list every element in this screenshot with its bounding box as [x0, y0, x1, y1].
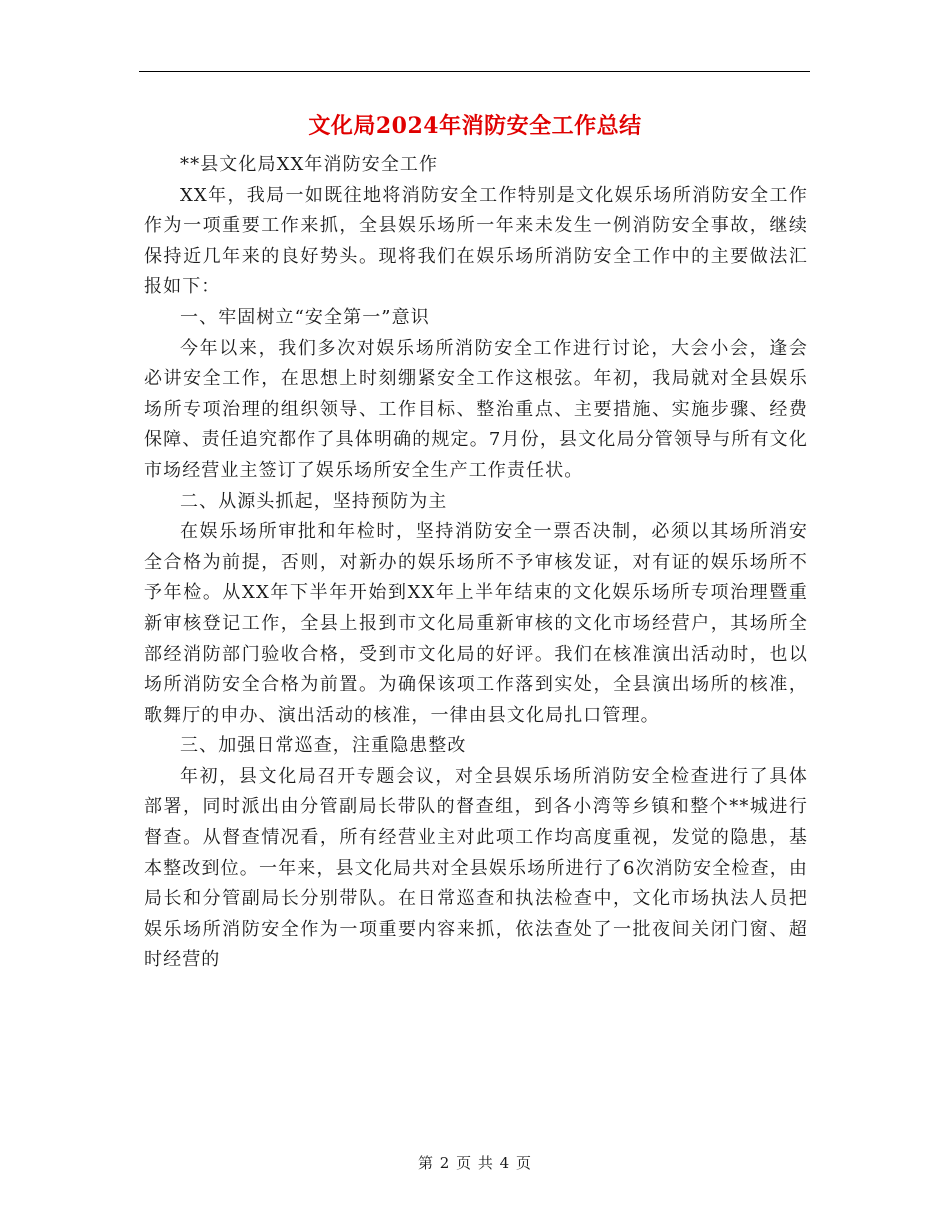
page-number-footer: 第 2 页 共 4 页: [418, 1154, 532, 1172]
document-body: [144, 150, 808, 976]
document-title: 文化局2024年消防安全工作总结: [308, 113, 642, 139]
section-paragraph-1: 今年以来，我们多次对娱乐场所消防安全工作进行讨论，大会小会，逢会必讲安全工作，在思想上时刻绷紧安全工作这根弦。年初，我局就对全县娱乐场所专项治理的组织领导、工作目标、整治重点、主要措施、实施步骤、经费保障、责任追究都作了具体明确的规定。7月份，县文化局分管领导与所有文化市场经营业主签订了娱乐场所安全生产工作责任状。: [144, 337, 808, 481]
section-heading-2: 二、从源头抓起，坚持预防为主: [180, 490, 448, 512]
section-paragraph-2: 在娱乐场所审批和年检时，坚持消防安全一票否决制，必须以其场所消安全合格为前提，否则，对新办的娱乐场所不予审核发证，对有证的娱乐场所不予年检。从XX年下半年开始到XX年上半年结束的文化娱乐场所专项治理暨重新审核登记工作，全县上报到市文化局重新审核的文化市场经营户，其场所全部经消防部门验收合格，受到市文化局的好评。我们在核准演出活动时，也以场所消防安全合格为前置。为确保该项工作落到实处，全县演出场所的核准，歌舞厅的申办、演出活动的核准，一律由县文化局扎口管理。: [144, 521, 808, 726]
intro-paragraph: XX年，我局一如既往地将消防安全工作特别是文化娱乐场所消防安全工作作为一项重要工作来抓，全县娱乐场所一年来未发生一例消防安全事故，继续保持近几年来的良好势头。现将我们在娱乐场所消防安全工作中的主要做法汇报如下：: [144, 184, 808, 298]
section-heading-1: 一、牢固树立“安全第一”意识: [180, 306, 430, 328]
section-heading-3: 三、加强日常巡查，注重隐患整改: [180, 735, 467, 757]
header-rule: [139, 71, 810, 72]
section-paragraph-3: 年初，县文化局召开专题会议，对全县娱乐场所消防安全检查进行了具体部署，同时派出由分管副局长带队的督查组，到各小湾等乡镇和整个**城进行督查。从督查情况看，所有经营业主对此项工作均高度重视，发觉的隐患，基本整改到位。一年来，县文化局共对全县娱乐场所进行了6次消防安全检查，由局长和分管副局长分别带队。在日常巡查和执法检查中，文化市场执法人员把娱乐场所消防安全作为一项重要内容来抓，依法查处了一批夜间关闭门窗、超时经营的: [144, 765, 808, 971]
subtitle-line: **县文化局XX年消防安全工作: [180, 154, 439, 175]
